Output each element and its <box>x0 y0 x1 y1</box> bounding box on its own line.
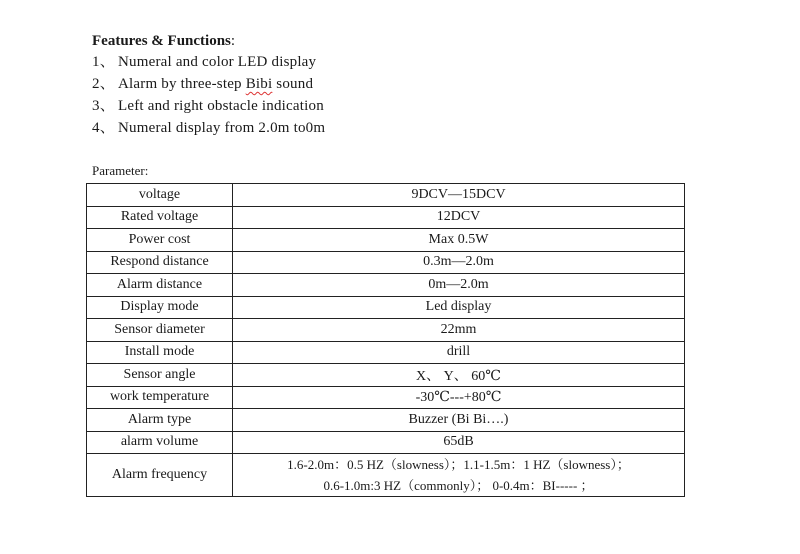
param-name: voltage <box>87 184 233 207</box>
table-row <box>87 296 685 319</box>
param-name: Sensor diameter <box>87 319 233 342</box>
param-value: 9DCV—15DCV <box>233 184 685 207</box>
features-heading-text: Features & Functions <box>92 33 231 49</box>
feature-item <box>92 51 325 73</box>
feature-number: 4、 <box>92 120 115 136</box>
param-name: Sensor angle <box>87 364 233 387</box>
frequency-line-1: 1.6-2.0m：0.5 HZ（slowness）；1.1-1.5m：1 HZ（slowness）； <box>287 457 630 472</box>
feature-text: Numeral display from 2.0m to0m <box>118 120 326 136</box>
features-section <box>92 31 325 139</box>
param-name: Respond distance <box>87 251 233 274</box>
param-value: -30℃---+80℃ <box>233 386 685 409</box>
param-value: Led display <box>233 296 685 319</box>
table-row <box>87 364 685 387</box>
features-heading-colon: : <box>230 33 236 49</box>
feature-item <box>92 117 325 139</box>
table-row <box>87 409 685 432</box>
param-value: 65dB <box>233 431 685 454</box>
table-row <box>87 319 685 342</box>
table-row <box>87 341 685 364</box>
param-value: drill <box>233 341 685 364</box>
param-name: work temperature <box>87 386 233 409</box>
features-heading <box>92 31 325 51</box>
feature-number: 3、 <box>92 98 115 114</box>
feature-text: Left and right obstacle indication <box>118 98 324 114</box>
param-value <box>233 454 685 497</box>
spellcheck-marked-word: Bibi <box>245 76 273 92</box>
table-row <box>87 431 685 454</box>
feature-text-before: Alarm by three-step <box>118 76 246 92</box>
feature-number: 2、 <box>92 76 115 92</box>
feature-item <box>92 73 325 95</box>
param-value: Buzzer (Bi Bi….) <box>233 409 685 432</box>
table-row <box>87 251 685 274</box>
feature-text: Numeral and color LED display <box>118 54 317 70</box>
param-value: 0m—2.0m <box>233 274 685 297</box>
frequency-line-2: 0.6-1.0m:3 HZ（commonly）； 0-0.4m：BI----- ； <box>323 478 594 493</box>
param-name: Install mode <box>87 341 233 364</box>
table-row <box>87 386 685 409</box>
param-value: Max 0.5W <box>233 229 685 252</box>
feature-text-after: sound <box>272 76 314 92</box>
parameter-label: Parameter: <box>92 163 149 178</box>
table-row <box>87 206 685 229</box>
table-row <box>87 229 685 252</box>
param-value: 0.3m—2.0m <box>233 251 685 274</box>
param-name: Alarm distance <box>87 274 233 297</box>
param-value: 22mm <box>233 319 685 342</box>
param-name: Rated voltage <box>87 206 233 229</box>
param-name: Alarm type <box>87 409 233 432</box>
param-value: 12DCV <box>233 206 685 229</box>
param-name: Power cost <box>87 229 233 252</box>
table-row <box>87 274 685 297</box>
table-row <box>87 454 685 497</box>
parameter-table <box>86 183 685 497</box>
param-name: Display mode <box>87 296 233 319</box>
param-name: alarm volume <box>87 431 233 454</box>
param-value: X、 Y、 60℃ <box>233 364 685 387</box>
param-name: Alarm frequency <box>87 454 233 497</box>
feature-item <box>92 95 325 117</box>
feature-number: 1、 <box>92 54 115 70</box>
table-row <box>87 184 685 207</box>
